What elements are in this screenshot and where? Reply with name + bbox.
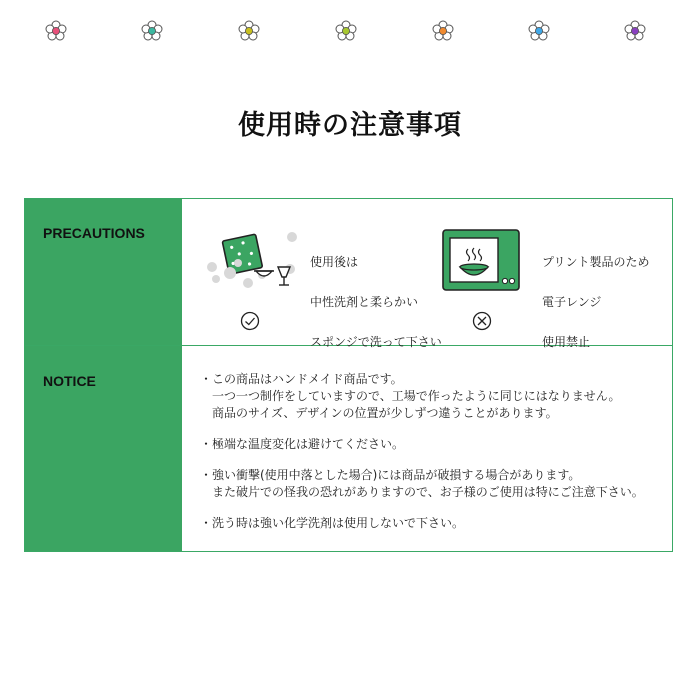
- precaution-2-line: 電子レンジ: [542, 295, 602, 309]
- precaution-2-line: 使用禁止: [542, 335, 591, 349]
- notice-row: [25, 346, 672, 551]
- notice-line: 一つ一つ制作をしていますので、工場で作ったように同じにはなりません。: [212, 389, 621, 403]
- precautions-content: [182, 199, 672, 349]
- precaution-1-line: 中性洗剤と柔らかい: [310, 295, 419, 309]
- flower-icon: [335, 20, 357, 42]
- microwave-icon: [442, 229, 520, 291]
- notice-line: ・この商品はハンドメイド商品です。: [200, 372, 403, 386]
- notice-header: [25, 346, 182, 551]
- notice-line: また破片での怪我の恐れがありますので、お子様のご使用は特にご注意下さい。: [212, 485, 644, 499]
- precaution-1-line: 使用後は: [310, 255, 359, 269]
- flower-icon: [432, 20, 454, 42]
- notice-item: [200, 436, 670, 453]
- sponge-dish-icon: [204, 227, 300, 293]
- precautions-header: [25, 199, 182, 345]
- notice-line: ・極端な温度変化は避けてください。: [200, 437, 405, 451]
- info-table: [24, 198, 673, 552]
- flower-icon: [624, 20, 646, 42]
- precautions-row: [25, 199, 672, 349]
- flower-icon: [141, 20, 163, 42]
- notice-line: ・洗う時は強い化学洗剤は使用しないで下さい。: [200, 516, 465, 530]
- x-circle-icon: [472, 311, 492, 331]
- notice-label: NOTICE: [43, 373, 96, 389]
- notice-line: ・強い衝撃(使用中落とした場合)には商品が破損する場合があります。: [200, 468, 581, 482]
- notice-list: [200, 371, 670, 546]
- notice-item: [200, 371, 670, 422]
- notice-item: [200, 515, 670, 532]
- precautions-label: PRECAUTIONS: [43, 225, 145, 241]
- precaution-2-line: プリント製品のため: [542, 255, 650, 269]
- flower-icon: [45, 20, 67, 42]
- flower-icon: [238, 20, 260, 42]
- notice-line: 商品のサイズ、デザインの位置が少しずつ違うことがあります。: [212, 406, 558, 420]
- precaution-1-line: スポンジで洗って下さい: [310, 335, 442, 349]
- notice-content: [182, 346, 672, 551]
- flower-icon: [528, 20, 550, 42]
- page-title: 使用時の注意事項: [238, 110, 462, 141]
- flower-decoration-row: [0, 20, 700, 46]
- notice-item: [200, 467, 670, 501]
- check-circle-icon: [240, 311, 260, 331]
